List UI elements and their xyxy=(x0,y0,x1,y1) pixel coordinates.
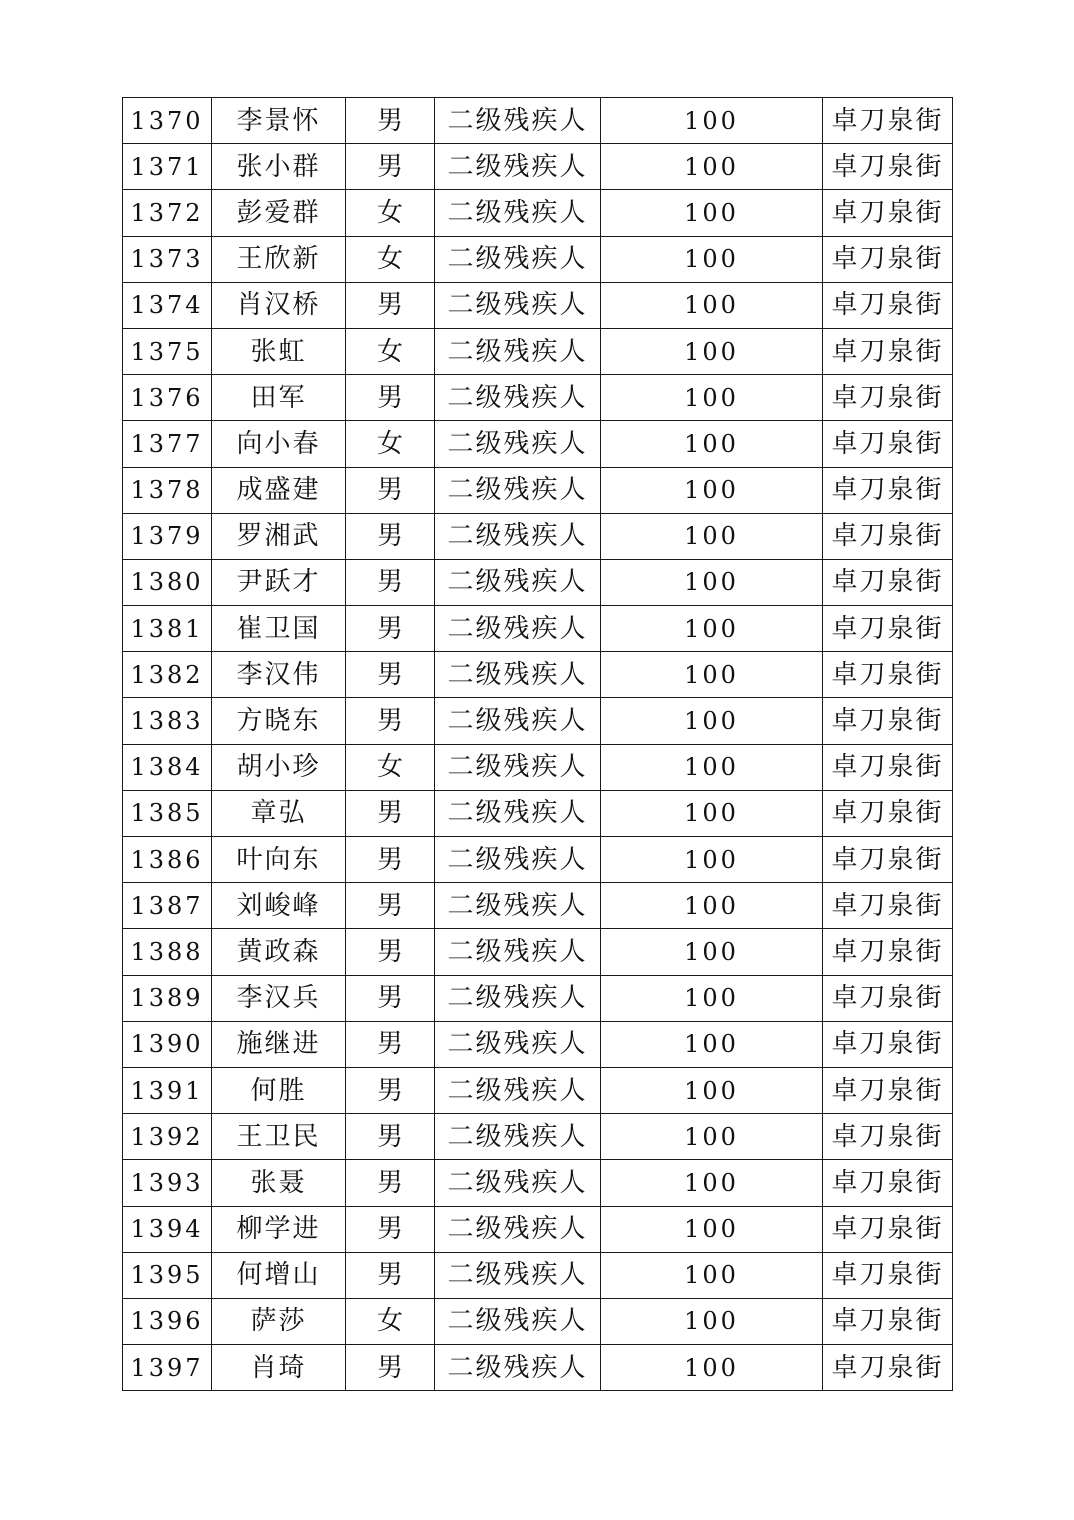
amount-cell: 100 xyxy=(601,744,823,790)
street-cell: 卓刀泉街 xyxy=(823,559,953,605)
name-cell: 张虹 xyxy=(212,328,346,374)
gender-cell: 男 xyxy=(346,837,435,883)
name-cell: 黄政森 xyxy=(212,929,346,975)
serial-number-cell: 1371 xyxy=(123,144,212,190)
name-cell: 施继进 xyxy=(212,1021,346,1067)
gender-cell: 男 xyxy=(346,375,435,421)
serial-number-cell: 1397 xyxy=(123,1345,212,1391)
table-row xyxy=(123,790,953,836)
street-cell: 卓刀泉街 xyxy=(823,375,953,421)
gender-cell: 男 xyxy=(346,1160,435,1206)
street-cell: 卓刀泉街 xyxy=(823,744,953,790)
table-row xyxy=(123,1206,953,1252)
amount-cell: 100 xyxy=(601,236,823,282)
table-row xyxy=(123,190,953,236)
street-cell: 卓刀泉街 xyxy=(823,1021,953,1067)
amount-cell: 100 xyxy=(601,837,823,883)
street-cell: 卓刀泉街 xyxy=(823,190,953,236)
amount-cell: 100 xyxy=(601,929,823,975)
name-cell: 张聂 xyxy=(212,1160,346,1206)
table-row xyxy=(123,1345,953,1391)
gender-cell: 男 xyxy=(346,652,435,698)
serial-number-cell: 1380 xyxy=(123,559,212,605)
name-cell: 罗湘武 xyxy=(212,513,346,559)
street-cell: 卓刀泉街 xyxy=(823,328,953,374)
disability-category-cell: 二级残疾人 xyxy=(435,1021,601,1067)
street-cell: 卓刀泉街 xyxy=(823,236,953,282)
amount-cell: 100 xyxy=(601,421,823,467)
name-cell: 向小春 xyxy=(212,421,346,467)
disability-category-cell: 二级残疾人 xyxy=(435,98,601,144)
amount-cell: 100 xyxy=(601,1021,823,1067)
disability-category-cell: 二级残疾人 xyxy=(435,1298,601,1344)
name-cell: 李景怀 xyxy=(212,98,346,144)
street-cell: 卓刀泉街 xyxy=(823,652,953,698)
street-cell: 卓刀泉街 xyxy=(823,1206,953,1252)
table-row xyxy=(123,1114,953,1160)
amount-cell: 100 xyxy=(601,1114,823,1160)
table-row xyxy=(123,328,953,374)
gender-cell: 男 xyxy=(346,883,435,929)
amount-cell: 100 xyxy=(601,98,823,144)
serial-number-cell: 1395 xyxy=(123,1252,212,1298)
name-cell: 王卫民 xyxy=(212,1114,346,1160)
name-cell: 彭爱群 xyxy=(212,190,346,236)
amount-cell: 100 xyxy=(601,190,823,236)
name-cell: 萨莎 xyxy=(212,1298,346,1344)
table-row xyxy=(123,744,953,790)
table-row xyxy=(123,375,953,421)
serial-number-cell: 1391 xyxy=(123,1067,212,1113)
gender-cell: 男 xyxy=(346,513,435,559)
serial-number-cell: 1384 xyxy=(123,744,212,790)
street-cell: 卓刀泉街 xyxy=(823,975,953,1021)
roster-table xyxy=(122,97,953,1391)
street-cell: 卓刀泉街 xyxy=(823,883,953,929)
amount-cell: 100 xyxy=(601,975,823,1021)
serial-number-cell: 1389 xyxy=(123,975,212,1021)
disability-category-cell: 二级残疾人 xyxy=(435,1345,601,1391)
gender-cell: 男 xyxy=(346,1345,435,1391)
disability-category-cell: 二级残疾人 xyxy=(435,513,601,559)
gender-cell: 男 xyxy=(346,1206,435,1252)
gender-cell: 男 xyxy=(346,929,435,975)
street-cell: 卓刀泉街 xyxy=(823,790,953,836)
name-cell: 肖汉桥 xyxy=(212,282,346,328)
gender-cell: 女 xyxy=(346,744,435,790)
amount-cell: 100 xyxy=(601,1160,823,1206)
disability-category-cell: 二级残疾人 xyxy=(435,375,601,421)
street-cell: 卓刀泉街 xyxy=(823,837,953,883)
name-cell: 章弘 xyxy=(212,790,346,836)
street-cell: 卓刀泉街 xyxy=(823,1160,953,1206)
street-cell: 卓刀泉街 xyxy=(823,1345,953,1391)
name-cell: 方晓东 xyxy=(212,698,346,744)
amount-cell: 100 xyxy=(601,1206,823,1252)
serial-number-cell: 1377 xyxy=(123,421,212,467)
name-cell: 何增山 xyxy=(212,1252,346,1298)
street-cell: 卓刀泉街 xyxy=(823,467,953,513)
street-cell: 卓刀泉街 xyxy=(823,144,953,190)
serial-number-cell: 1383 xyxy=(123,698,212,744)
serial-number-cell: 1382 xyxy=(123,652,212,698)
gender-cell: 男 xyxy=(346,975,435,1021)
table-row xyxy=(123,1160,953,1206)
serial-number-cell: 1394 xyxy=(123,1206,212,1252)
table-row xyxy=(123,421,953,467)
table-row xyxy=(123,606,953,652)
gender-cell: 男 xyxy=(346,144,435,190)
name-cell: 尹跃才 xyxy=(212,559,346,605)
gender-cell: 女 xyxy=(346,421,435,467)
table-row xyxy=(123,883,953,929)
amount-cell: 100 xyxy=(601,652,823,698)
disability-category-cell: 二级残疾人 xyxy=(435,975,601,1021)
name-cell: 叶向东 xyxy=(212,837,346,883)
table-row xyxy=(123,1298,953,1344)
amount-cell: 100 xyxy=(601,883,823,929)
name-cell: 王欣新 xyxy=(212,236,346,282)
gender-cell: 男 xyxy=(346,282,435,328)
table-row xyxy=(123,975,953,1021)
table-row xyxy=(123,698,953,744)
disability-category-cell: 二级残疾人 xyxy=(435,1114,601,1160)
amount-cell: 100 xyxy=(601,513,823,559)
disability-category-cell: 二级残疾人 xyxy=(435,606,601,652)
disability-category-cell: 二级残疾人 xyxy=(435,328,601,374)
gender-cell: 女 xyxy=(346,190,435,236)
table-row xyxy=(123,467,953,513)
street-cell: 卓刀泉街 xyxy=(823,1252,953,1298)
name-cell: 肖琦 xyxy=(212,1345,346,1391)
name-cell: 胡小珍 xyxy=(212,744,346,790)
serial-number-cell: 1387 xyxy=(123,883,212,929)
street-cell: 卓刀泉街 xyxy=(823,421,953,467)
name-cell: 刘峻峰 xyxy=(212,883,346,929)
name-cell: 崔卫国 xyxy=(212,606,346,652)
amount-cell: 100 xyxy=(601,1345,823,1391)
serial-number-cell: 1375 xyxy=(123,328,212,374)
serial-number-cell: 1388 xyxy=(123,929,212,975)
gender-cell: 男 xyxy=(346,1021,435,1067)
disability-category-cell: 二级残疾人 xyxy=(435,698,601,744)
disability-category-cell: 二级残疾人 xyxy=(435,744,601,790)
amount-cell: 100 xyxy=(601,375,823,421)
disability-category-cell: 二级残疾人 xyxy=(435,1160,601,1206)
disability-category-cell: 二级残疾人 xyxy=(435,282,601,328)
serial-number-cell: 1378 xyxy=(123,467,212,513)
roster-table-body xyxy=(123,98,953,1391)
gender-cell: 男 xyxy=(346,606,435,652)
disability-category-cell: 二级残疾人 xyxy=(435,559,601,605)
amount-cell: 100 xyxy=(601,282,823,328)
gender-cell: 女 xyxy=(346,1298,435,1344)
disability-category-cell: 二级残疾人 xyxy=(435,1067,601,1113)
gender-cell: 女 xyxy=(346,328,435,374)
serial-number-cell: 1385 xyxy=(123,790,212,836)
table-row xyxy=(123,1252,953,1298)
name-cell: 张小群 xyxy=(212,144,346,190)
table-row xyxy=(123,282,953,328)
amount-cell: 100 xyxy=(601,144,823,190)
table-row xyxy=(123,144,953,190)
disability-category-cell: 二级残疾人 xyxy=(435,467,601,513)
name-cell: 李汉兵 xyxy=(212,975,346,1021)
amount-cell: 100 xyxy=(601,606,823,652)
street-cell: 卓刀泉街 xyxy=(823,98,953,144)
serial-number-cell: 1393 xyxy=(123,1160,212,1206)
name-cell: 田军 xyxy=(212,375,346,421)
serial-number-cell: 1376 xyxy=(123,375,212,421)
serial-number-cell: 1374 xyxy=(123,282,212,328)
serial-number-cell: 1392 xyxy=(123,1114,212,1160)
street-cell: 卓刀泉街 xyxy=(823,606,953,652)
name-cell: 成盛建 xyxy=(212,467,346,513)
table-row xyxy=(123,1021,953,1067)
disability-category-cell: 二级残疾人 xyxy=(435,144,601,190)
table-row xyxy=(123,98,953,144)
amount-cell: 100 xyxy=(601,1298,823,1344)
gender-cell: 男 xyxy=(346,1252,435,1298)
serial-number-cell: 1379 xyxy=(123,513,212,559)
disability-category-cell: 二级残疾人 xyxy=(435,1252,601,1298)
street-cell: 卓刀泉街 xyxy=(823,698,953,744)
disability-category-cell: 二级残疾人 xyxy=(435,652,601,698)
disability-category-cell: 二级残疾人 xyxy=(435,236,601,282)
street-cell: 卓刀泉街 xyxy=(823,1067,953,1113)
serial-number-cell: 1373 xyxy=(123,236,212,282)
street-cell: 卓刀泉街 xyxy=(823,282,953,328)
serial-number-cell: 1381 xyxy=(123,606,212,652)
serial-number-cell: 1396 xyxy=(123,1298,212,1344)
disability-category-cell: 二级残疾人 xyxy=(435,837,601,883)
gender-cell: 女 xyxy=(346,236,435,282)
disability-category-cell: 二级残疾人 xyxy=(435,1206,601,1252)
serial-number-cell: 1386 xyxy=(123,837,212,883)
disability-category-cell: 二级残疾人 xyxy=(435,883,601,929)
gender-cell: 男 xyxy=(346,559,435,605)
name-cell: 李汉伟 xyxy=(212,652,346,698)
disability-category-cell: 二级残疾人 xyxy=(435,190,601,236)
serial-number-cell: 1372 xyxy=(123,190,212,236)
table-row xyxy=(123,837,953,883)
table-row xyxy=(123,513,953,559)
disability-category-cell: 二级残疾人 xyxy=(435,790,601,836)
table-row xyxy=(123,236,953,282)
amount-cell: 100 xyxy=(601,1067,823,1113)
table-row xyxy=(123,652,953,698)
serial-number-cell: 1390 xyxy=(123,1021,212,1067)
table-row xyxy=(123,1067,953,1113)
amount-cell: 100 xyxy=(601,328,823,374)
street-cell: 卓刀泉街 xyxy=(823,1298,953,1344)
disability-category-cell: 二级残疾人 xyxy=(435,421,601,467)
gender-cell: 男 xyxy=(346,790,435,836)
table-row xyxy=(123,929,953,975)
street-cell: 卓刀泉街 xyxy=(823,929,953,975)
amount-cell: 100 xyxy=(601,790,823,836)
street-cell: 卓刀泉街 xyxy=(823,513,953,559)
amount-cell: 100 xyxy=(601,698,823,744)
table-row xyxy=(123,559,953,605)
amount-cell: 100 xyxy=(601,1252,823,1298)
gender-cell: 男 xyxy=(346,98,435,144)
gender-cell: 男 xyxy=(346,1114,435,1160)
serial-number-cell: 1370 xyxy=(123,98,212,144)
gender-cell: 男 xyxy=(346,698,435,744)
name-cell: 何胜 xyxy=(212,1067,346,1113)
name-cell: 柳学进 xyxy=(212,1206,346,1252)
amount-cell: 100 xyxy=(601,559,823,605)
gender-cell: 男 xyxy=(346,1067,435,1113)
amount-cell: 100 xyxy=(601,467,823,513)
disability-category-cell: 二级残疾人 xyxy=(435,929,601,975)
gender-cell: 男 xyxy=(346,467,435,513)
street-cell: 卓刀泉街 xyxy=(823,1114,953,1160)
